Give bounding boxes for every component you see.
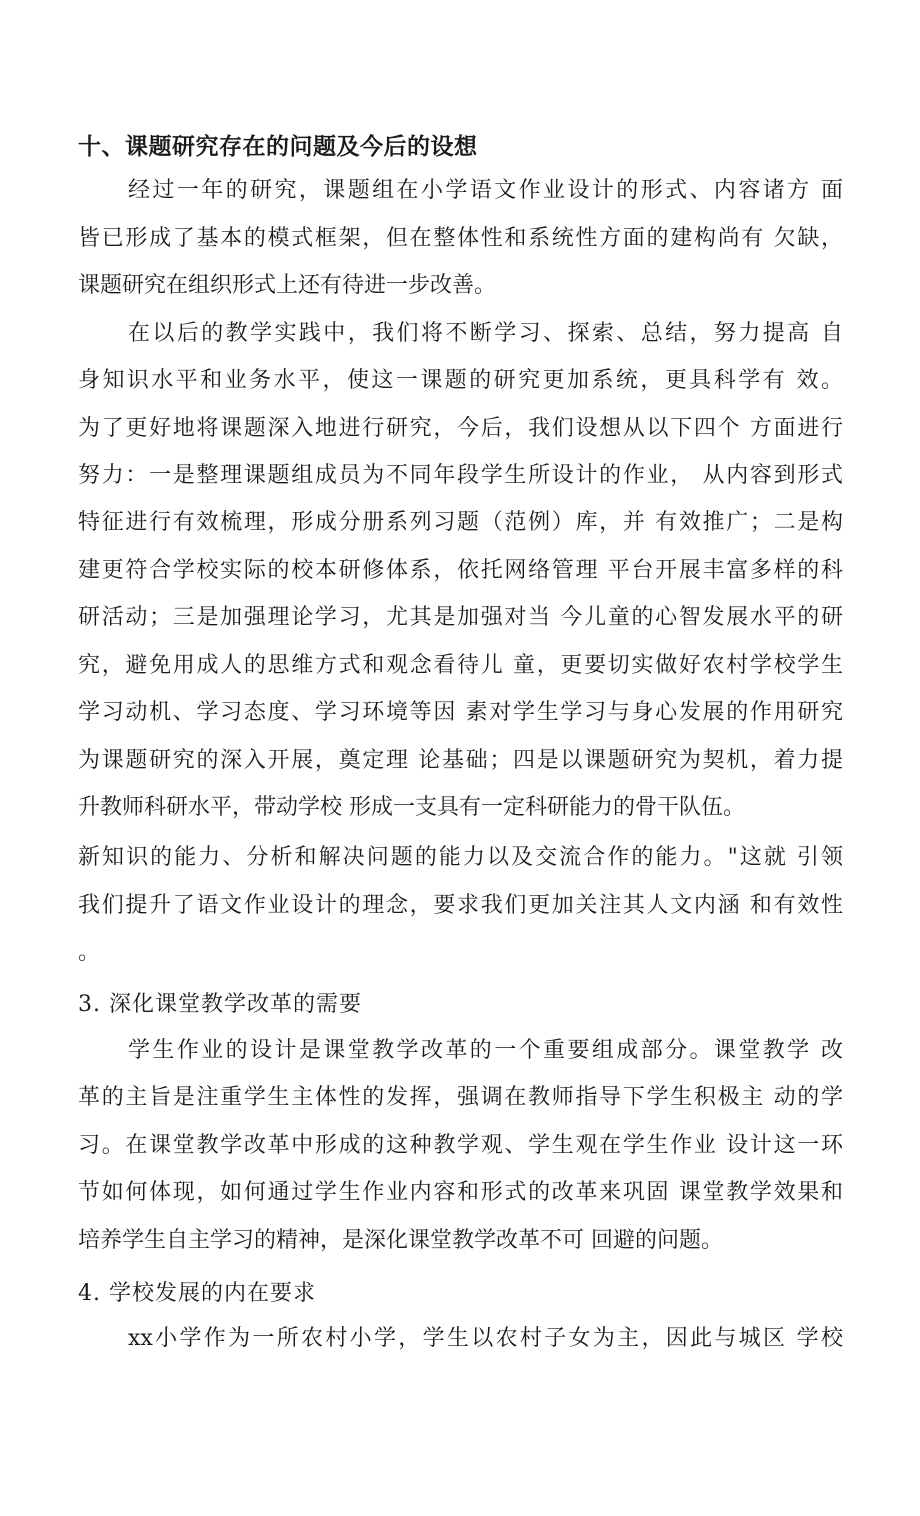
paragraph-line: 学生作业的设计是课堂教学改革的一个重要组成部分。课堂教学 改 — [128, 1038, 843, 1063]
section-heading: 十、课题研究存在的问题及今后的设想 — [78, 134, 478, 160]
paragraph-line: 为课题研究的深入开展，奠定理 论基础；四是以课题研究为契机，着力提 — [78, 748, 843, 773]
paragraph-line: 升教师科研水平，带动学校 形成一支具有一定科研能力的骨干队伍。 — [78, 795, 745, 820]
paragraph-line: 皆已形成了基本的模式框架，但在整体性和系统性方面的建构尚有 欠缺， — [78, 226, 843, 251]
paragraph-line: 培养学生自主学习的精神，是深化课堂教学改革不可 回避的问题。 — [78, 1228, 723, 1253]
paragraph-line: 课题研究在组织形式上还有待进一步改善。 — [78, 273, 497, 298]
paragraph-line: xx小学作为一所农村小学，学生以农村子女为主，因此与城区 学校 — [128, 1326, 843, 1351]
paragraph-line: 究，避免用成人的思维方式和观念看待儿 童，更要切实做好农村学校学生 — [78, 653, 843, 678]
subsection-heading: 4. 学校发展的内在要求 — [78, 1281, 316, 1306]
paragraph-line: 在以后的教学实践中，我们将不断学习、探索、总结，努力提高 自 — [128, 321, 843, 346]
paragraph-line: 新知识的能力、分析和解决问题的能力以及交流合作的能力。"这就 引领 — [78, 845, 843, 870]
paragraph-line: 节如何体现，如何通过学生作业内容和形式的改革来巩固 课堂教学效果和 — [78, 1180, 843, 1205]
paragraph-line: 习。在课堂教学改革中形成的这种教学观、学生观在学生作业 设计这一环 — [78, 1133, 843, 1158]
paragraph-line: 革的主旨是注重学生主体性的发挥，强调在教师指导下学生积极主 动的学 — [78, 1085, 843, 1110]
paragraph-line: 研活动；三是加强理论学习，尤其是加强对当 今儿童的心智发展水平的研 — [78, 605, 843, 630]
paragraph-line: 为了更好地将课题深入地进行研究，今后，我们设想从以下四个 方面进行 — [78, 416, 843, 441]
paragraph-line: 建更符合学校实际的校本研修体系，依托网络管理 平台开展丰富多样的科 — [78, 558, 843, 583]
paragraph-line: 学习动机、学习态度、学习环境等因 素对学生学习与身心发展的作用研究 — [78, 700, 843, 725]
paragraph-line: 身知识水平和业务水平，使这一课题的研究更加系统，更具科学有 效。 — [78, 368, 843, 393]
paragraph-line: 我们提升了语文作业设计的理念，要求我们更加关注其人文内涵 和有效性 — [78, 893, 843, 918]
paragraph-line: 努力：一是整理课题组成员为不同年段学生所设计的作业， 从内容到形式 — [78, 463, 843, 488]
subsection-heading: 3. 深化课堂教学改革的需要 — [78, 992, 362, 1017]
paragraph-line: 特征进行有效梳理，形成分册系列习题（范例）库，并 有效推广；二是构 — [78, 510, 843, 535]
paragraph-line: 经过一年的研究，课题组在小学语文作业设计的形式、内容诸方 面 — [128, 178, 843, 203]
paragraph-line: 。 — [78, 940, 101, 965]
